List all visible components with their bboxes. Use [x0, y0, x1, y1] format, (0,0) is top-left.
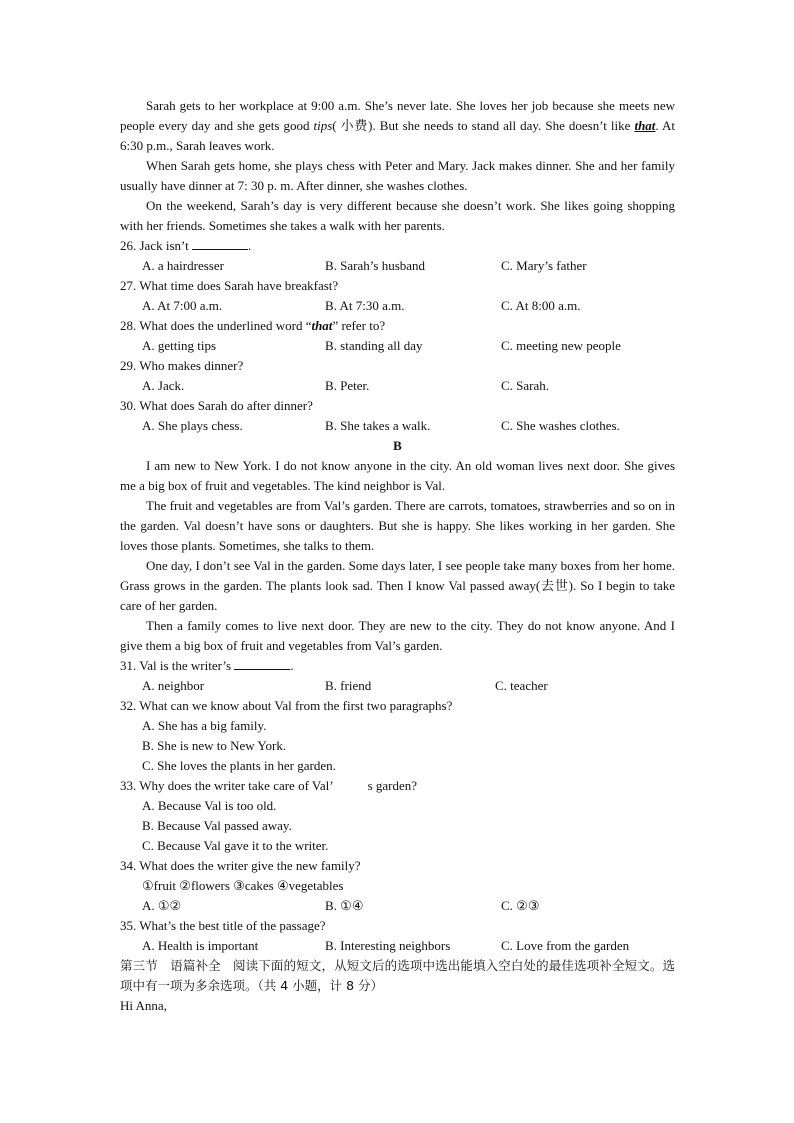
option-b: B. friend — [325, 678, 372, 693]
text: Sarah gets to her workplace at 9:00 a.m. She’s never late. She loves her job because she meets new people every day and she gets good — [120, 98, 675, 133]
letter-greeting: Hi Anna, — [120, 998, 167, 1013]
answer-blank — [192, 236, 248, 250]
text: . At 6:30 p.m., Sarah leaves work. — [120, 118, 675, 153]
option-a: A. neighbor — [142, 678, 205, 693]
option-a: A. Health is important — [142, 938, 259, 953]
option-a: A. a hairdresser — [142, 258, 224, 273]
option-b: B. ①④ — [325, 898, 364, 913]
question-31 — [120, 656, 675, 676]
question-27-options — [120, 296, 675, 316]
option-a: A. She has a big family. — [142, 718, 267, 733]
question-tail: . — [290, 658, 294, 673]
word-tips: tips — [313, 118, 333, 133]
passage-b-paragraph-1: I am new to New York. I do not know anyone in the city. An old woman lives next door. She gives me a big box of fruit and vegetables. The kind neighbor is Val. — [120, 458, 675, 493]
option-c: C. Mary’s father — [501, 258, 587, 273]
section-b-heading: B — [393, 438, 402, 453]
question-30: 30. What does Sarah do after dinner? — [120, 398, 313, 413]
passage-a-paragraph-1 — [120, 96, 675, 156]
question-34: 34. What does the writer give the new family? — [120, 858, 361, 873]
question-26-options — [120, 256, 675, 276]
option-b: B. Interesting neighbors — [325, 938, 451, 953]
question-31-options — [120, 676, 675, 696]
option-a: A. Jack. — [142, 378, 185, 393]
question-tail: s garden? — [367, 778, 418, 793]
passage-b-paragraph-4: Then a family comes to live next door. They are new to the city. They do not know anyone. And I give them a big box of fruit and vegetables from Val’s garden. — [120, 618, 675, 653]
question-28 — [120, 316, 675, 336]
option-b: B. She is new to New York. — [142, 738, 287, 753]
passage-a-paragraph-3: On the weekend, Sarah’s day is very different because she doesn’t work. She likes going shopping with her friends. Sometimes she takes a walk with her parents. — [120, 198, 675, 233]
question-stem: 33. Why does the writer take care of Val’ — [120, 778, 334, 793]
option-c: C. Sarah. — [501, 378, 550, 393]
option-c: C. teacher — [495, 678, 548, 693]
underlined-word-that: that — [634, 118, 656, 133]
question-33 — [120, 776, 675, 796]
answer-blank — [234, 656, 290, 670]
option-a: A. ①② — [142, 898, 182, 913]
question-28-options — [120, 336, 675, 356]
question-26 — [120, 236, 675, 256]
option-b: B. Sarah’s husband — [325, 258, 426, 273]
question-32: 32. What can we know about Val from the first two paragraphs? — [120, 698, 453, 713]
quoted-word: that — [311, 318, 333, 333]
question-34-items: ①fruit ②flowers ③cakes ④vegetables — [142, 878, 344, 893]
question-35: 35. What’s the best title of the passage? — [120, 918, 326, 933]
question-34-options — [120, 896, 675, 916]
question-29-options — [120, 376, 675, 396]
section-instructions-text: 阅读下面的短文，从短文后的选项中选出能填入空白处的最佳选项补全短文。选项中有一项为多余选项。（共 4 小题，计 8 分） — [120, 958, 675, 993]
option-c: C. She loves the plants in her garden. — [142, 758, 336, 773]
question-stem: 31. Val is the writer’s — [120, 658, 235, 673]
passage-a-paragraph-2: When Sarah gets home, she plays chess with Peter and Mary. Jack makes dinner. She and her family usually have dinner at 7: 30 p. m. After dinner, she washes clothes. — [120, 158, 675, 193]
option-a: A. She plays chess. — [142, 418, 243, 433]
section-title: 语篇补全 — [170, 958, 221, 973]
option-c: C. At 8:00 a.m. — [501, 298, 581, 313]
exam-page — [120, 96, 675, 1016]
option-b: B. At 7:30 a.m. — [325, 298, 405, 313]
section-3-instructions — [120, 956, 675, 996]
question-tail: . — [247, 238, 252, 253]
option-a: A. Because Val is too old. — [142, 798, 277, 813]
question-35-options — [120, 936, 675, 956]
text: ( 小费). But she needs to stand all day. She doesn’t like — [332, 118, 635, 133]
question-29: 29. Who makes dinner? — [120, 358, 244, 373]
question-tail: ” refer to? — [332, 318, 386, 333]
option-c: C. Love from the garden — [501, 938, 630, 953]
passage-b-paragraph-2: The fruit and vegetables are from Val’s garden. There are carrots, tomatoes, strawberries and so on in the garden. Val doesn’t have sons or daughters. But she is happy. She likes working in her garden. She loves those plants. Sometimes, she talks to them. — [120, 498, 675, 553]
option-a: A. getting tips — [142, 338, 217, 353]
option-b: B. Because Val passed away. — [142, 818, 292, 833]
question-27: 27. What time does Sarah have breakfast? — [120, 278, 339, 293]
option-b: B. Peter. — [325, 378, 370, 393]
option-c: C. She washes clothes. — [501, 418, 620, 433]
section-label: 第三节 — [120, 958, 158, 973]
question-stem: 26. Jack isn’t — [120, 238, 192, 253]
option-c: C. Because Val gave it to the writer. — [142, 838, 329, 853]
option-b: B. She takes a walk. — [325, 418, 431, 433]
option-c: C. meeting new people — [501, 338, 621, 353]
passage-b-paragraph-3: One day, I don’t see Val in the garden. Some days later, I see people take many boxes from her home. Grass grows in the garden. The plants look sad. Then I know Val passed away(去世). So I begin to take care of her garden. — [120, 558, 675, 613]
option-c: C. ②③ — [501, 898, 540, 913]
question-30-options — [120, 416, 675, 436]
question-stem: 28. What does the underlined word “ — [120, 318, 312, 333]
option-b: B. standing all day — [325, 338, 423, 353]
option-a: A. At 7:00 a.m. — [142, 298, 223, 313]
